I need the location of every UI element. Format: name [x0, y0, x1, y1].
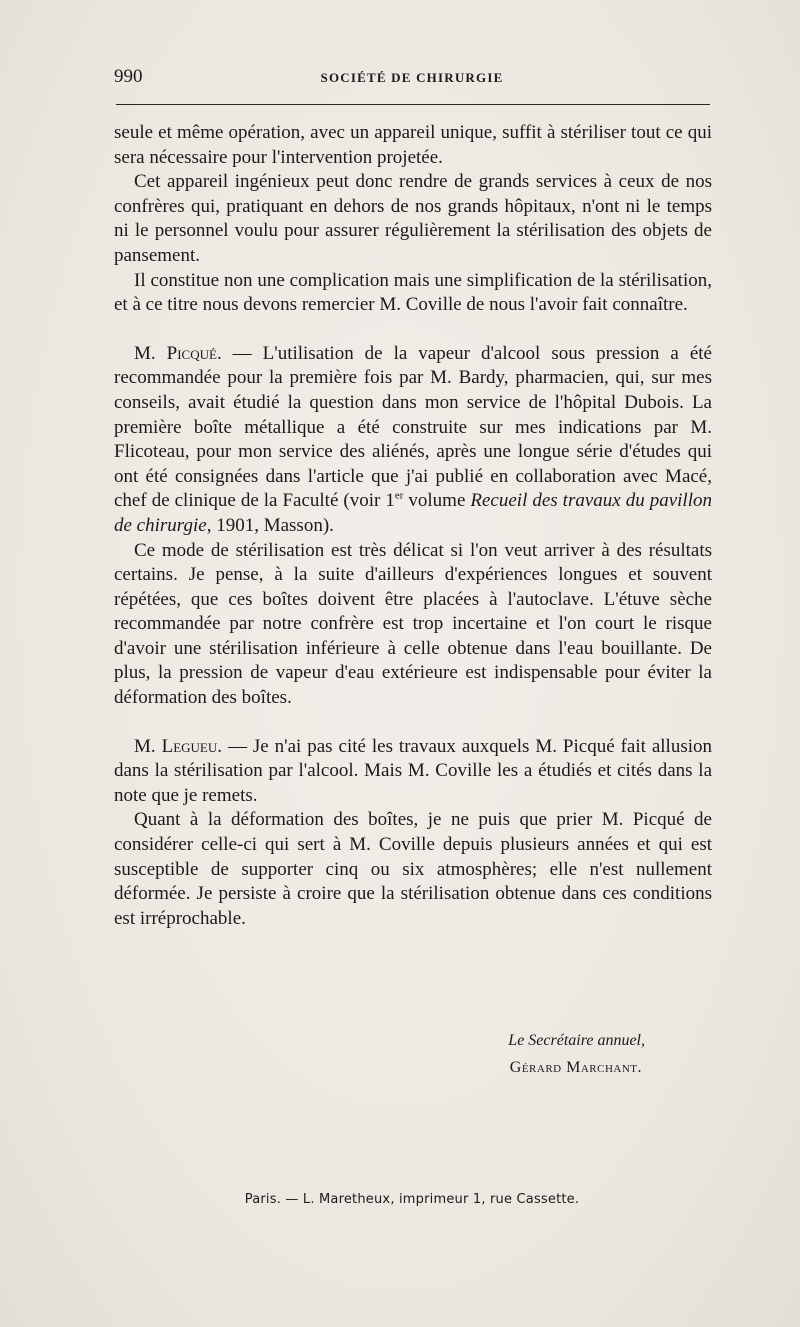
running-title: SOCIÉTÉ DE CHIRURGIE — [320, 70, 504, 85]
signature-block — [380, 1027, 645, 1081]
paragraph-1: seule et même opération, avec un appareil unique, suffit à stériliser tout ce qui sera nécessaire pour l'intervention projetée. — [114, 122, 712, 168]
body-text — [114, 121, 712, 931]
paragraph-3: Il constitue non une complication mais une simplification de la stérilisation, et à ce titre nous devons remercier M. Coville de nous l'avoir fait connaître. — [114, 269, 712, 316]
paragraph-legueu — [114, 735, 712, 809]
speaker-prefix: M. — [134, 342, 167, 364]
superscript: er — [394, 489, 404, 502]
paragraph-picque-text-a: . — L'utilisation de la vapeur d'alcool sous pression a été recommandée pour la première fois par M. Bardy, pharmacien, qui, sur mes conseils, avait étudié la question dans mon service de l'hôpital Dubois. La première boîte métallique a été construite sur mes indications par M. Flicoteau, pour mon service des aliénés, après une longue série d'études qui ont été consignées dans l'article que j'ai publié en collaboration avec Macé, chef de clinique de la Faculté (voir 1 — [114, 342, 712, 512]
speaker-name-legueu: Legueu — [161, 735, 218, 757]
header-rule — [116, 104, 710, 105]
printer-imprint: Paris. — L. Maretheux, imprimeur 1, rue Cassette. — [244, 1192, 580, 1207]
paragraph-5: Ce mode de stérilisation est très délicat si l'on veut arriver à des résultats certains. Je pense, à la suite d'ailleurs d'expériences longues et souvent répétées, que ces boîtes doivent être placées à l'autoclave. L'étuve sèche recommandée par notre confrère est trop incertaine et l'on court le risque d'avoir une stérilisation inférieure à celle obtenue dans l'eau bouillante. De plus, la pression de vapeur d'eau extérieure est indispensable pour éviter la déformation des boîtes. — [114, 539, 712, 709]
paragraph-2: Cet appareil ingénieux peut donc rendre de grands services à ceux de nos confrères qui, pratiquant en dehors de nos grands hôpitaux, n'ont ni le temps ni le personnel voulu pour assurer régulièrement la stérilisation des objets de pansement. — [114, 171, 712, 266]
paragraph-picque — [114, 342, 712, 539]
paragraph-legueu-text: . — Je n'ai pas cité les travaux auxquels M. Picqué fait allusion dans la stérilisation par l'alcool. Mais M. Coville les a étudiés et cités dans la note que je remets. — [114, 735, 712, 806]
paragraph-picque-text-b: volume — [403, 490, 471, 512]
signature-name: Gérard Marchant. — [509, 1059, 642, 1076]
signature-role: Le Secrétaire annuel, — [508, 1032, 645, 1049]
page-number: 990 — [114, 66, 143, 87]
speaker-name-picque: Picqué — [166, 342, 217, 364]
paragraph-7: Quant à la déformation des boîtes, je ne puis que prier M. Picqué de considérer celle-ci qui sert à M. Coville depuis plusieurs années et qui est susceptible de supporter cinq ou six atmosphères; elle n'est nullement déformée. Je persiste à croire que la stérilisation obtenue dans ces conditions est irréprochable. — [114, 809, 712, 929]
speaker-prefix: M. — [134, 735, 162, 757]
page-header — [114, 62, 710, 98]
cited-work-title: Recueil des travaux du pavillon de chirurgie — [114, 490, 712, 536]
paragraph-picque-text-c: , 1901, Masson). — [206, 514, 334, 536]
